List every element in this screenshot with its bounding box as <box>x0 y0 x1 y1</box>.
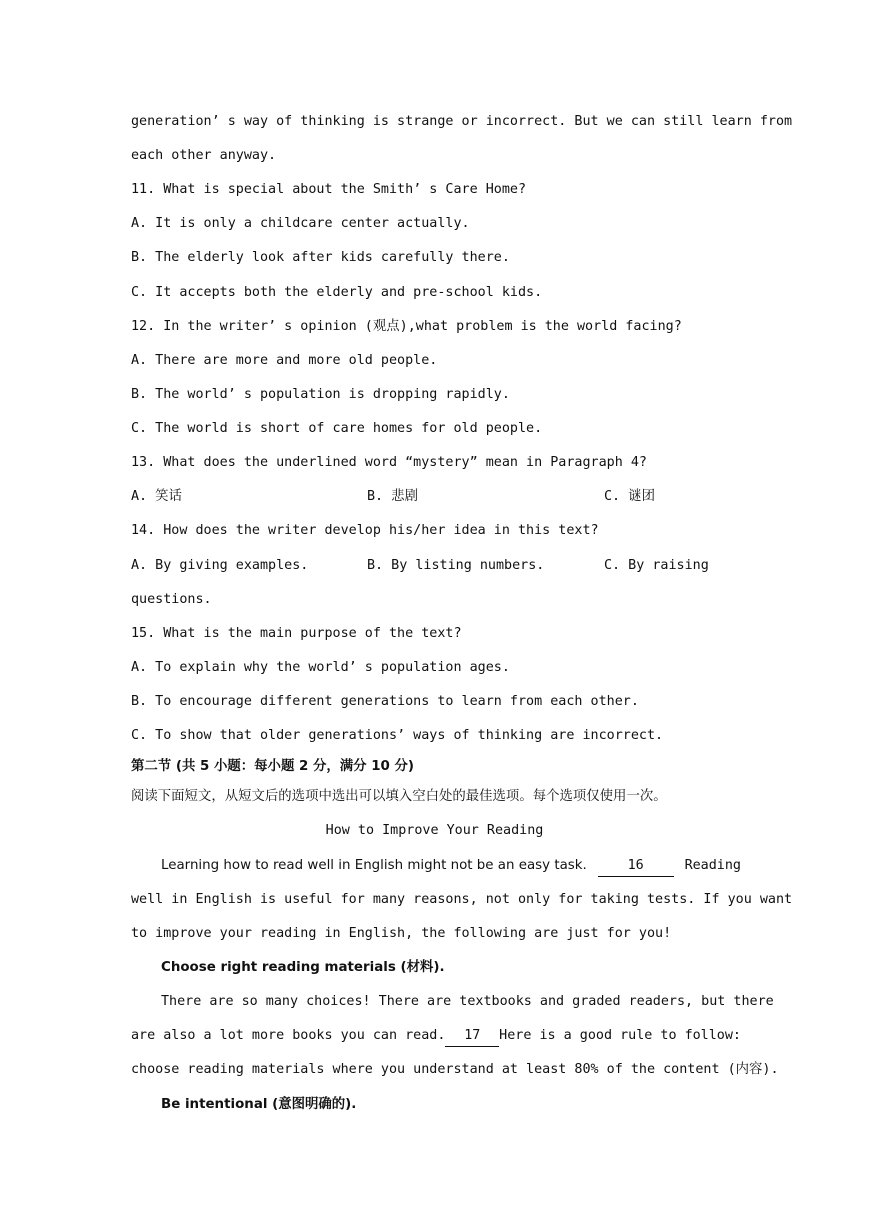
passage-p1-line-2: well in English is useful for many reasons, not only for taking tests. If you want <box>131 892 793 907</box>
passage-p1-line-1 <box>161 856 741 877</box>
question-14-option-b: B. By listing numbers. <box>367 558 545 573</box>
question-12-option-a: A. There are more and more old people. <box>131 353 438 368</box>
subheading-choose-materials: Choose right reading materials (材料). <box>161 960 445 975</box>
question-12-option-b: B. The world’ s population is dropping rapidly. <box>131 387 510 402</box>
section-2-heading: 第二节 (共 5 小题：每小题 2 分，满分 10 分) <box>131 759 415 774</box>
question-13-option-c: C. 谜团 <box>604 489 655 504</box>
passage-p1-text-after: Reading <box>684 858 741 873</box>
question-13-stem: 13. What does the underlined word “mystery” mean in Paragraph 4? <box>131 455 647 470</box>
section-2-instruction: 阅读下面短文，从短文后的选项中选出可以填入空白处的最佳选项。每个选项仅使用一次。 <box>131 789 667 804</box>
intro-line-2: each other anyway. <box>131 148 277 163</box>
passage-p1-line-3: to improve your reading in English, the following are just for you! <box>131 926 672 941</box>
question-15-option-c: C. To show that older generations’ ways of thinking are incorrect. <box>131 728 664 743</box>
blank-17: 17 <box>445 1026 499 1047</box>
question-15-option-a: A. To explain why the world’ s population ages. <box>131 660 510 675</box>
blank-16: 16 <box>598 856 674 877</box>
question-12-stem: 12. In the writer’ s opinion (观点),what problem is the world facing? <box>131 319 682 334</box>
passage-title: How to Improve Your Reading <box>325 823 544 838</box>
question-12-option-c: C. The world is short of care homes for old people. <box>131 421 543 436</box>
subheading-be-intentional: Be intentional (意图明确的). <box>161 1097 357 1112</box>
passage-p2-text-after: Here is a good rule to follow: <box>499 1028 741 1043</box>
passage-p2-line-2 <box>131 1026 741 1047</box>
question-11-option-a: A. It is only a childcare center actually. <box>131 216 470 231</box>
question-11-option-c: C. It accepts both the elderly and pre-school kids. <box>131 285 543 300</box>
question-11-stem: 11. What is special about the Smith’ s Care Home? <box>131 182 527 197</box>
question-14-continuation: questions. <box>131 592 212 607</box>
question-14-stem: 14. How does the writer develop his/her idea in this text? <box>131 523 599 538</box>
passage-p2-text-before: are also a lot more books you can read. <box>131 1028 446 1043</box>
question-14-option-c: C. By raising <box>604 558 709 573</box>
question-11-option-b: B. The elderly look after kids carefully there. <box>131 250 510 265</box>
intro-line-1: generation’ s way of thinking is strange or incorrect. But we can still learn from <box>131 114 793 129</box>
passage-p2-line-1: There are so many choices! There are textbooks and graded readers, but there <box>161 994 774 1009</box>
question-15-option-b: B. To encourage different generations to learn from each other. <box>131 694 639 709</box>
question-13-option-a: A. 笑话 <box>131 489 182 504</box>
passage-p2-line-3: choose reading materials where you understand at least 80% of the content (内容). <box>131 1062 779 1077</box>
passage-p1-text-before: Learning how to read well in English might not be an easy task. <box>161 858 587 873</box>
question-13-option-b: B. 悲剧 <box>367 489 418 504</box>
question-15-stem: 15. What is the main purpose of the text? <box>131 626 462 641</box>
question-14-option-a: A. By giving examples. <box>131 558 309 573</box>
